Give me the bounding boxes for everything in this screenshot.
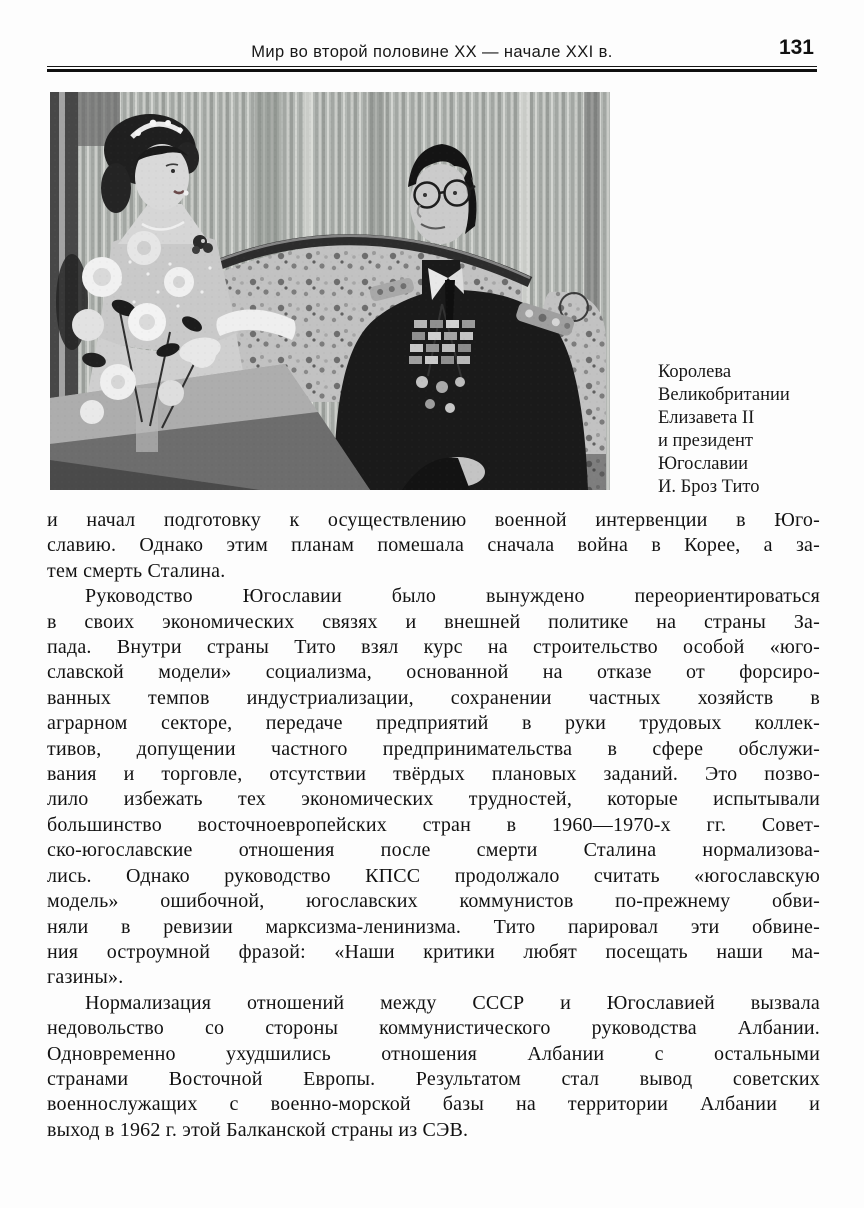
body-text	[47, 508, 820, 1143]
caption-line: Елизавета II	[658, 408, 755, 428]
body-line: большинство восточноевропейских стран в 1960—1970-х гг. Совет-	[47, 813, 820, 836]
photo	[50, 92, 610, 490]
body-line: газины».	[47, 966, 124, 989]
caption-line: И. Броз Тито	[658, 477, 760, 497]
body-line: ско-югославские отношения после смерти Сталина нормализова-	[47, 839, 820, 862]
body-line: странами Восточной Европы. Результатом стал вывод советских	[47, 1067, 820, 1090]
body-line: лись. Однако руководство КПСС продолжало считать «югославскую	[47, 864, 820, 887]
body-line: славской модели» социализма, основанной на отказе от форсиро-	[47, 661, 820, 684]
body-line: лило избежать тех экономических трудностей, которые испытывали	[47, 788, 820, 811]
body-line: аграрном секторе, передаче предприятий в руки трудовых коллек-	[47, 712, 820, 735]
body-line: ния остроумной фразой: «Наши критики любят посещать наши ма-	[47, 940, 820, 963]
body-line: Нормализация отношений между СССР и Югославией вызвала	[85, 991, 820, 1014]
body-line: недовольство со стороны коммунистического руководства Албании.	[47, 1017, 820, 1040]
body-line: няли в ревизии марксизма-ленинизма. Тито парировал эти обвине-	[47, 915, 820, 938]
header-rule	[47, 66, 817, 72]
body-line: Руководство Югославии было вынуждено переориентироваться	[85, 585, 820, 608]
body-line: пада. Внутри страны Тито взял курс на строительство особой «юго-	[47, 636, 820, 659]
caption-line: Югославии	[658, 454, 749, 474]
body-line: военнослужащих с военно-морской базы на территории Албании и	[47, 1093, 820, 1116]
body-line: выход в 1962 г. этой Балканской страны из СЭВ.	[47, 1118, 469, 1141]
body-line: тивов, допущении частного предпринимательства в сфере обслужи-	[47, 737, 820, 760]
running-head	[47, 36, 817, 66]
paragraph	[47, 584, 820, 991]
body-line: ванных темпов индустриализации, сохранении частных хозяйств в	[47, 686, 820, 709]
body-line: в своих экономических связях и внешней политике на страны За-	[47, 610, 820, 633]
paragraph	[47, 991, 820, 1143]
body-line: модель» ошибочной, югославских коммунистов по-прежнему обви-	[47, 890, 820, 913]
paragraph	[47, 508, 820, 584]
body-line: вания и торговле, отсутствии твёрдых плановых заданий. Это позво-	[47, 763, 820, 786]
body-line: славию. Однако этим планам помешала сначала война в Корее, а за-	[47, 534, 820, 557]
photo-caption	[658, 361, 820, 499]
running-title: Мир во второй половине XX — начале XXI в.	[251, 43, 613, 61]
caption-line: Великобритании	[658, 385, 790, 405]
body-line: Одновременно ухудшились отношения Албании с остальными	[47, 1042, 820, 1065]
caption-line: и президент	[658, 431, 753, 451]
photo-illustration	[50, 92, 610, 490]
body-line: тем смерть Сталина.	[47, 559, 226, 582]
body-line: и начал подготовку к осуществлению военной интервенции в Юго-	[47, 509, 820, 531]
page-number: 131	[778, 36, 814, 59]
caption-line: Королева	[658, 362, 732, 382]
